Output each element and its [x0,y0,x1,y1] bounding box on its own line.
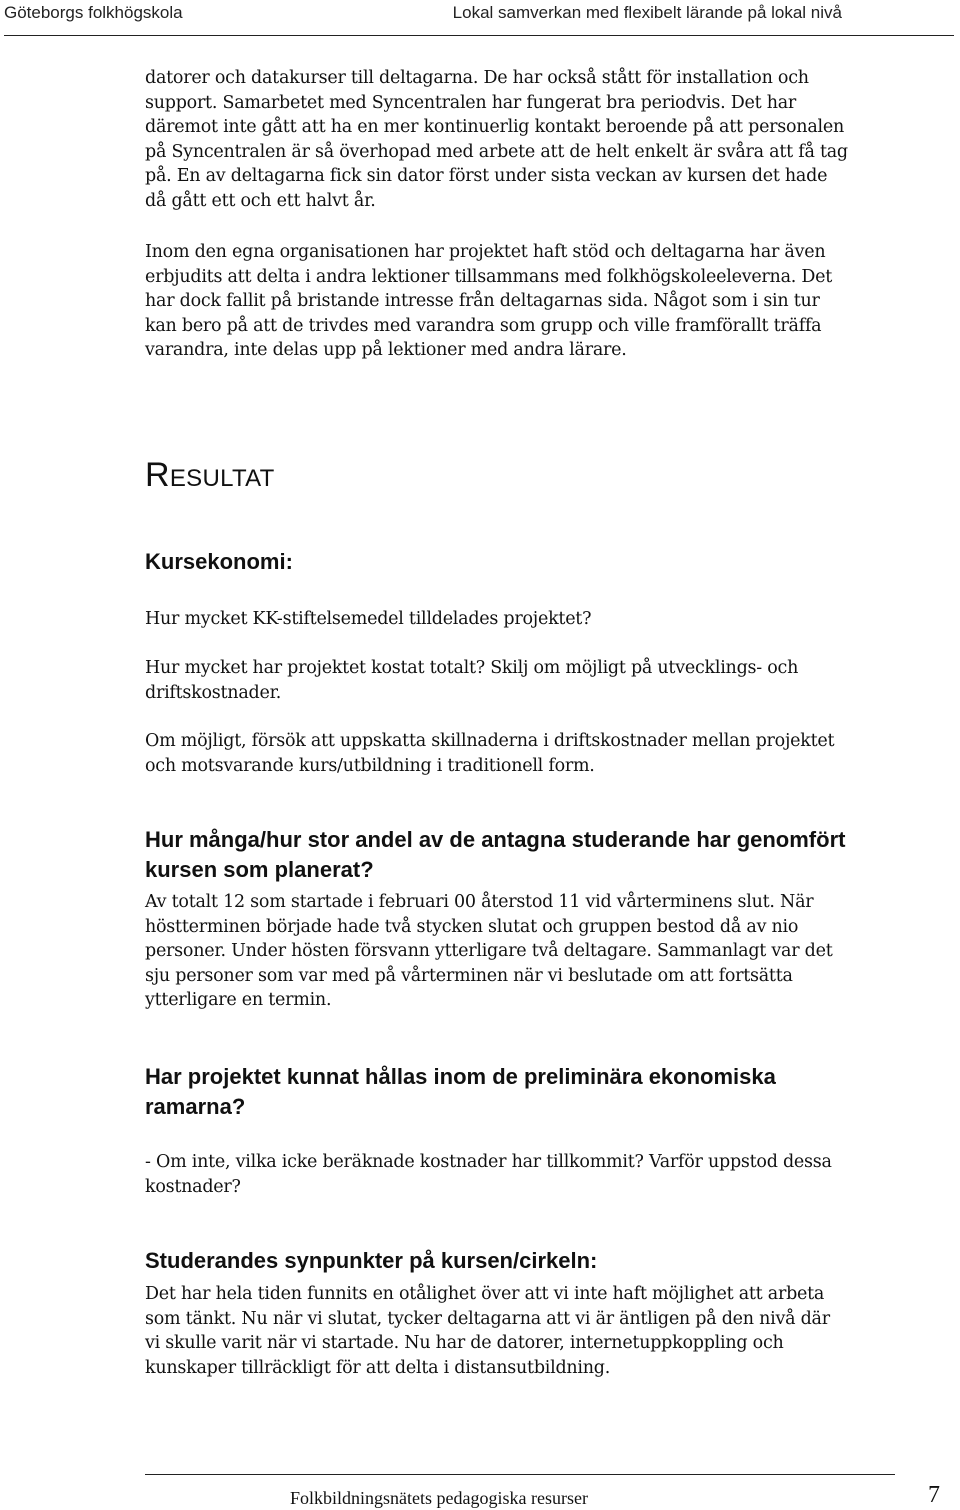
header-divider [4,35,954,36]
paragraph-syncentralen: datorer och datakurser till deltagarna. De har också stått för installation och support. Samarbetet med Syncentralen har fungerat bra periodvis. Det har däremot inte gått att ha en mer kontinuerlig kontakt beroende på att personalen på Syncentralen är så överhopad med arbete att de helt enkelt är svåra att få tag på. En av deltagarna fick sin dator först under sista veckan av kursen det hade då gått ett och ett halvt år. [145,68,848,211]
page-header [0,0,960,38]
paragraph-deltagare-antal: Av totalt 12 som startade i februari 00 återstod 11 vid vårterminens slut. När höstterminen började hade två stycken slutat och gruppen bestod då av nio personer. Under hösten försvann ytterligare två deltagare. Sammanlagt var det sju personer som var med på vårterminen när vi beslutade om att fortsätta ytterligare en termin. [145,892,833,1010]
paragraph-synpunkter: Det har hela tiden funnits en otålighet över att vi inte haft möjlighet att arbeta som tänkt. Nu när vi slutat, tycker deltagarna att vi är äntligen på den nivå där vi skulle varit när vi startade. Nu har de datorer, internetuppkoppling och kunskaper tillräckligt för att delta i distansutbildning. [145,1284,830,1378]
question-total-kostnad: Hur mycket har projektet kostat totalt? Skilj om möjligt på utvecklings- och driftskostnader. [145,658,799,703]
footer-label: Folkbildningsnätets pedagogiska resurser [290,1488,588,1508]
header-organization: Göteborgs folkhögskola [4,3,183,22]
paragraph-organisation: Inom den egna organisationen har projektet haft stöd och deltagarna har även erbjudits att delta i andra lektioner tillsammans med folkhögskoleeleverna. Det har dock fallit på bristande intresse från deltagarnas sida. Något som i sin tur kan bero på att de trivdes med varandra som grupp och ville framförallt träffa varandra, inte delas upp på lektioner med andra lärare. [145,242,833,360]
header-document-title: Lokal samverkan med flexibelt lärande på lokal nivå [452,3,842,22]
page-number: 7 [928,1482,940,1508]
heading-ekonomiska-ramar: Har projektet kunnat hållas inom de preliminära ekonomiska ramarna? [145,1064,776,1119]
section-title-resultat: Resultat [145,456,275,494]
paragraph-kostnader: - Om inte, vilka icke beräknade kostnader har tillkommit? Varför uppstod dessa kostnader? [145,1152,832,1197]
question-kk-medel: Hur mycket KK-stiftelsemedel tilldelades projektet? [145,609,592,629]
footer-divider [145,1474,895,1475]
heading-studerandes-synpunkter: Studerandes synpunkter på kursen/cirkeln: [145,1248,598,1273]
question-driftskostnader: Om möjligt, försök att uppskatta skillnaderna i driftskostnader mellan projektet och motsvarande kurs/utbildning i traditionell form. [145,731,835,776]
heading-kursekonomi: Kursekonomi: [145,549,293,574]
heading-genomfort-kursen: Hur många/hur stor andel av de antagna studerande har genomfört kursen som planerat? [145,827,846,882]
